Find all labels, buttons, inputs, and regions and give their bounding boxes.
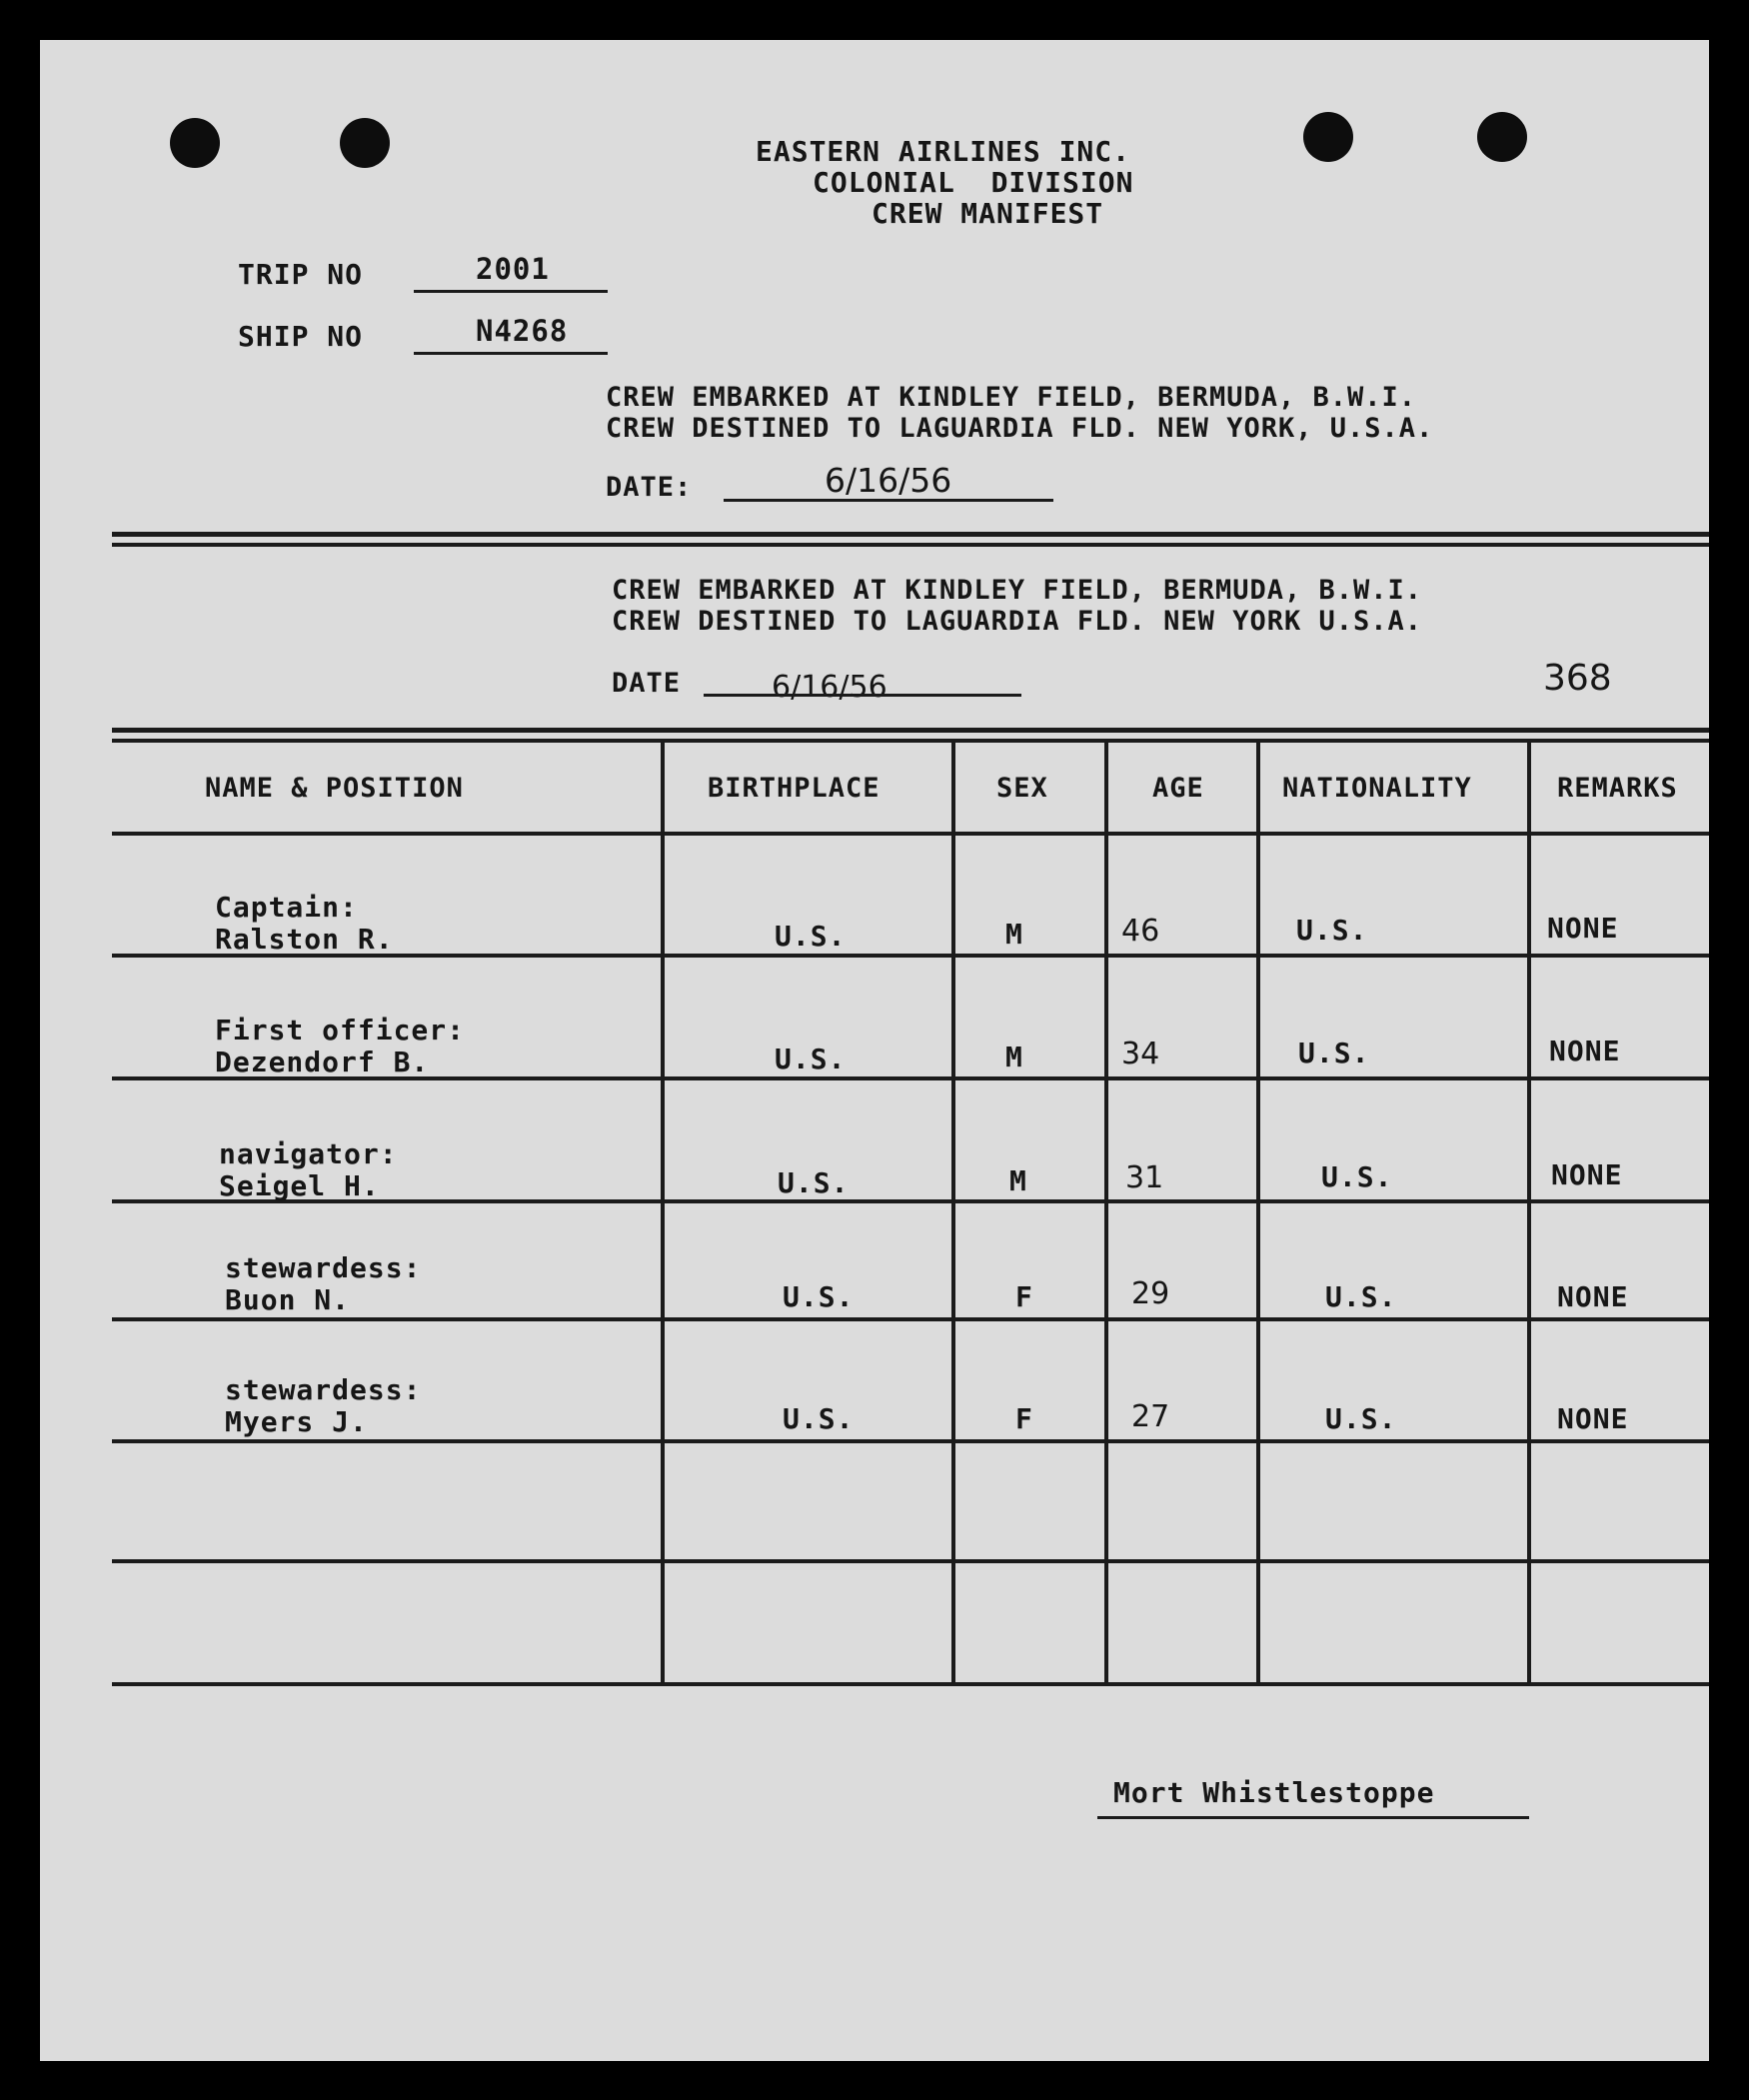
crew-name: Myers J. [225,1405,368,1438]
nationality-cell: U.S. [1325,1280,1397,1313]
section-divider [112,543,1709,547]
age-cell: 46 [1121,914,1160,949]
crew-position: First officer: [215,1014,466,1047]
birthplace-cell: U.S. [783,1280,855,1313]
embarked-line: CREW EMBARKED AT KINDLEY FIELD, BERMUDA, B.W.I. [606,382,1417,413]
ship-underline [414,352,608,355]
section-divider [112,532,1709,537]
crew-name: Dezendorf B. [215,1046,430,1078]
column-header-birthplace: BIRTHPLACE [708,773,880,804]
remarks-cell: NONE [1557,1402,1629,1435]
date-underline [724,499,1053,502]
birthplace-cell: U.S. [775,1043,847,1075]
destined-line: CREW DESTINED TO LAGUARDIA FLD. NEW YORK U.S.A. [612,606,1423,637]
page-number: 368 [1543,658,1612,699]
manifest-page [40,40,1709,2061]
age-cell: 29 [1131,1276,1170,1311]
sex-cell: M [1009,1164,1027,1197]
date-label: DATE: [606,472,693,503]
column-header-sex: SEX [996,773,1048,804]
table-header-rule [112,832,1709,836]
column-divider [661,740,665,1684]
remarks-cell: NONE [1557,1280,1629,1313]
crew-name: Seigel H. [219,1169,380,1202]
crew-name: Buon N. [225,1283,351,1316]
table-top-rule [112,739,1709,743]
remarks-cell: NONE [1549,1035,1621,1067]
company-name: EASTERN AIRLINES INC. [756,135,1131,168]
signature-line [1097,1816,1529,1819]
ship-number: N4268 [476,314,569,348]
trip-number: 2001 [476,252,550,286]
crew-position: Captain: [215,891,358,924]
sex-cell: F [1015,1402,1033,1435]
birthplace-cell: U.S. [775,920,847,953]
nationality-cell: U.S. [1321,1160,1393,1193]
trip-underline [414,290,608,293]
date-label: DATE [612,668,682,699]
ship-label: SHIP NO [238,320,364,353]
row-rule [112,1317,1709,1321]
column-divider [951,740,955,1684]
crew-name: Ralston R. [215,923,394,956]
column-divider [1527,740,1531,1684]
punch-hole [1303,112,1353,162]
remarks-cell: NONE [1551,1158,1623,1191]
birthplace-cell: U.S. [778,1166,850,1199]
column-header-nationality: NATIONALITY [1282,773,1472,804]
crew-position: stewardess: [225,1251,422,1284]
document-title: CREW MANIFEST [872,197,1104,230]
column-divider [1104,740,1108,1684]
trip-label: TRIP NO [238,258,364,291]
table-top-rule [112,728,1709,733]
nationality-cell: U.S. [1325,1402,1397,1435]
nationality-cell: U.S. [1296,914,1368,947]
sex-cell: M [1005,1041,1023,1073]
sex-cell: M [1005,918,1023,951]
date-value: 6/16/56 [772,670,887,705]
birthplace-cell: U.S. [783,1402,855,1435]
embarked-line: CREW EMBARKED AT KINDLEY FIELD, BERMUDA, B.W.I. [612,575,1423,606]
punch-hole [340,118,390,168]
destined-line: CREW DESTINED TO LAGUARDIA FLD. NEW YORK, U.S.A. [606,413,1434,444]
nationality-cell: U.S. [1298,1037,1370,1069]
age-cell: 34 [1121,1037,1160,1071]
date-value: 6/16/56 [825,461,952,500]
column-header-age: AGE [1152,773,1204,804]
punch-hole [170,118,220,168]
punch-hole [1477,112,1527,162]
column-header-name: NAME & POSITION [205,773,464,804]
column-header-remarks: REMARKS [1557,773,1678,804]
remarks-cell: NONE [1547,912,1619,945]
column-divider [1256,740,1260,1684]
age-cell: 31 [1125,1160,1164,1195]
date-strikethrough [704,694,1021,697]
row-rule [112,1439,1709,1443]
crew-position: navigator: [219,1137,398,1170]
signature-name: Mort Whistlestoppe [1113,1776,1435,1809]
division-name: COLONIAL DIVISION [813,166,1134,199]
row-rule [112,1559,1709,1563]
sex-cell: F [1015,1280,1033,1313]
row-rule [112,1682,1709,1686]
age-cell: 27 [1131,1399,1170,1434]
crew-position: stewardess: [225,1373,422,1406]
